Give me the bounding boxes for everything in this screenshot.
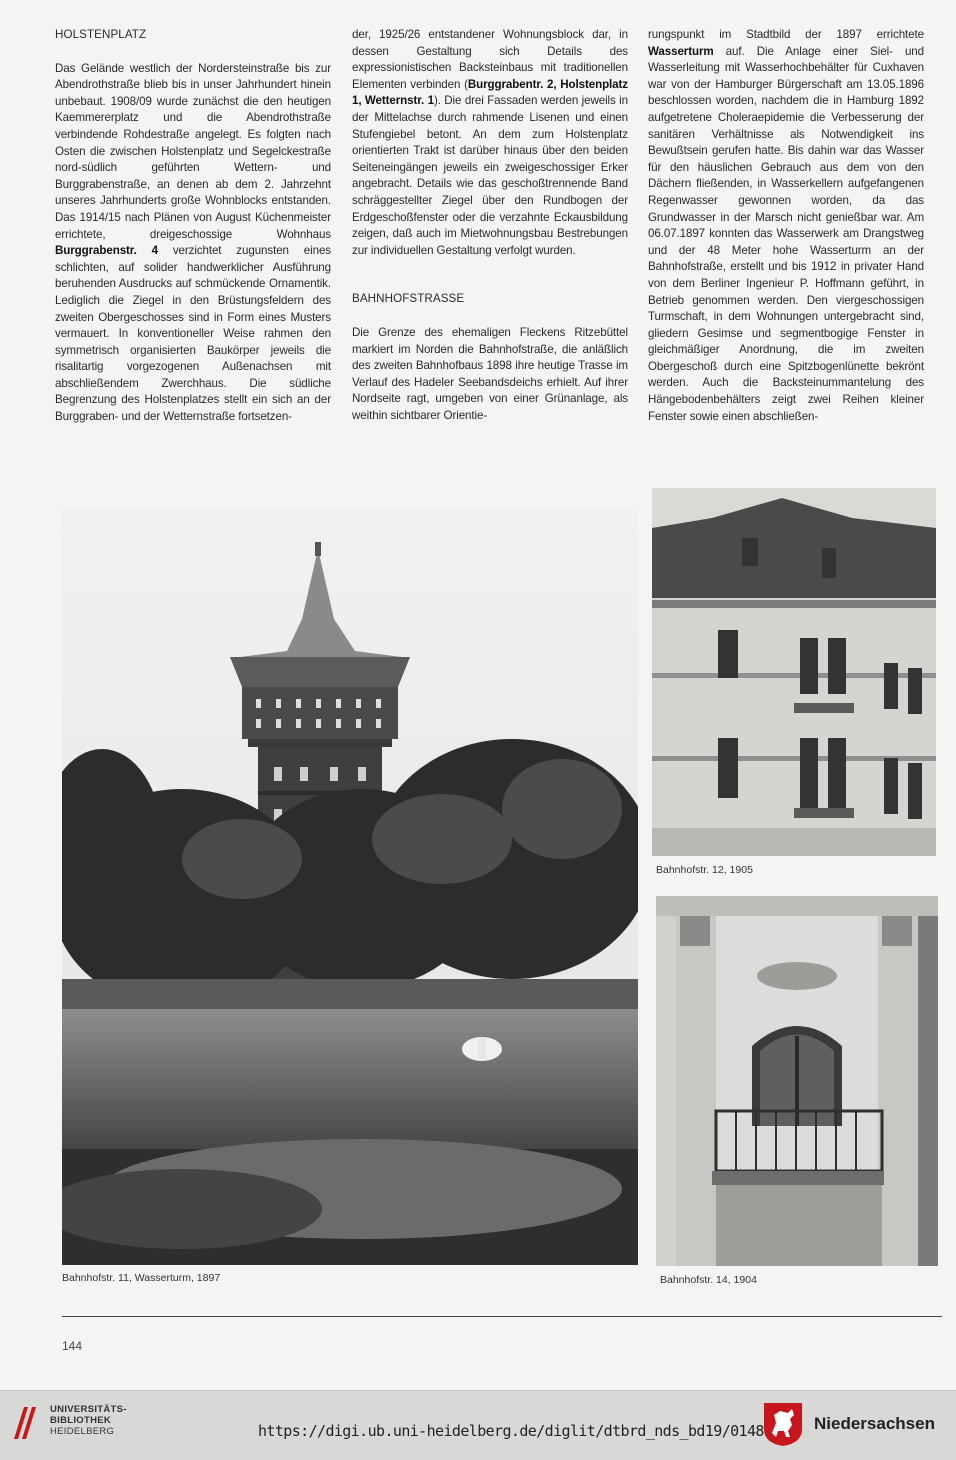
column2-paragraph-1 — [352, 27, 628, 259]
ub-heidelberg-logo-icon[interactable] — [10, 1403, 40, 1443]
text-run: Das Gelände westlich der Nordersteinstraße bis zur Abendrothstraße blieb bis in unser Jahrhundert hinein unbebaut. 1908/09 wurde zunächst die den heutigen Kaemmererplatz und die Abendrothstraße verbindende Rohdestraße angelegt. Es folgten nach Osten die zwischen Holstenplatz und Segelckestraße nord-südlich geführten Wettern- und Burggrabenstraße, an denen ab dem 2. Jahrzehnt unseres Jahrhunderts große Wohnblocks entstanden. Das 1914/15 nach Plänen von August Küchenmeister errichtete, dreigeschossige Wohnhaus — [55, 61, 331, 241]
section-heading-holstenplatz: HOLSTENPLATZ — [55, 28, 147, 41]
library-line-3: HEIDELBERG — [50, 1426, 115, 1437]
street-address-bold: Wasserturm — [648, 44, 714, 58]
text-column-3 — [648, 27, 924, 425]
library-line-1: UNIVERSITÄTS- — [50, 1404, 127, 1415]
column1-paragraph — [55, 61, 331, 426]
caption-house-12: Bahnhofstr. 12, 1905 — [656, 864, 753, 876]
ub-heidelberg-name — [50, 1404, 127, 1437]
column3-paragraph — [648, 27, 924, 425]
street-address-bold: Burggrabentr. 2, Holstenplatz 1, Wetternstr. 1 — [352, 77, 628, 108]
text-column-2 — [352, 27, 628, 424]
street-address-bold: Burggrabenstr. 4 — [55, 244, 158, 258]
niedersachsen-horse-icon[interactable] — [762, 1401, 804, 1447]
house-12-photo — [652, 488, 936, 856]
text-run: verzichtet zugunsten eines schlichten, auf solider handwerklicher Ausführung beruhenden Ausdrucks auf schmückende Ornamentik. Lediglich die Ziegel in den Brüstungsfeldern des zweiten Obergeschosses sind in Form eines Musters vermauert. In konventioneller Weise rahmen den symmetrisch organisierten Baukörper jeweils die risalitartig vorgezogenen Außenachsen mit abschließendem Zwerchhaus. Die südliche Begrenzung des Holstenplatzes stellt ein sich an der Burggraben- und der Wetternstraße fortsetzen- — [55, 244, 331, 424]
caption-house-14: Bahnhofstr. 14, 1904 — [660, 1274, 757, 1286]
text-column-1 — [55, 27, 331, 426]
caption-water-tower: Bahnhofstr. 11, Wasserturm, 1897 — [62, 1272, 221, 1284]
library-line-2: BIBLIOTHEK — [50, 1415, 112, 1426]
water-tower-photo — [62, 509, 638, 1265]
page-number: 144 — [62, 1339, 83, 1353]
niedersachsen-label: Niedersachsen — [814, 1414, 935, 1433]
viewer-footer — [0, 1390, 956, 1460]
section-heading-bahnhofstrasse: BAHNHOFSTRASSE — [352, 292, 465, 306]
text-run: der, 1925/26 entstandener Wohnungsblock dar, in dessen Gestaltung sich Details des expressionistischen Backsteinbaus mit traditionellen Elementen verbinden ( — [352, 28, 628, 91]
house-14-photo — [656, 896, 938, 1266]
text-run: auf. Die Anlage einer Siel- und Wasserleitung mit Wasserhochbehälter für Cuxhaven war von der Hamburger Bürgerschaft am 13.05.1896 beschlossen worden, nachdem die in Hamburg 1892 aufgetretene Choleraepidemie die Verbesserung der sanitären Verhältnisse als Notwendigkeit ins Bewußtsein gerufen hatte. Bis dahin war das Wasser für den häuslichen Gebrauch aus dem von den Dächern fließenden, in Wasserkellern aufgefangenen Regenwasser gewonnen worden, da das Grundwasser in der Marsch nicht genießbar war. Am 06.07.1897 konnten das Wasserwerk am Drangstweg und der 48 Meter hohe Wasserturm an der Bahnhofstraße, erstellt und bis 1912 in privater Hand von dem Berliner Ingenieur P. Hoffmann geführt, in Betrieb genommen werden. Den viergeschossigen Turmschaft, in dem Wohnungen untergebracht sind, gliedern Gesimse und segmentbogige Fenster in gleichmäßiger Anordnung, die im zweiten Obergeschoß durch eine Spitzbogenlünette bekrönt werden. Auch die Backsteinummantelung des Hängebodenbehälters zeigt zwei Reihen kleiner Fenster sowie einen abschließen- — [648, 44, 924, 423]
text-run: rungspunkt im Stadtbild der 1897 errichtete — [648, 28, 924, 41]
column2-paragraph-2 — [352, 325, 628, 425]
text-run: Die Grenze des ehemaligen Fleckens Ritzebüttel markiert im Norden die Bahnhofstraße, die anläßlich des zweiten Bahnhofbaus 1898 ihre heutige Trasse im Verlauf des Hadeler Seebandsdeichs erhielt. Auf ihrer Nordseite ragt, umgeben von einer Grünanlage, als weithin sichtbarer Orientie- — [352, 325, 628, 422]
text-run: ). Die drei Fassaden werden jeweils in der Mittelachse durch rahmende Lisenen und einen Stufengiebel betont. An dem zum Holstenplatz orientierten Trakt ist darüber hinaus über den beiden Seiteneingängen jeweils ein zweigeschossiger Erker angebracht. Details wie das geschoßtrennende Band schräggestellter Ziegel über den Rundbogen der Erdgeschoßfenster oder die verzahnte Eckausbildung zeigen, daß auch im Mietwohnungsbau Bestrebungen zur individuellen Gestaltung verfolgt wurden. — [352, 94, 628, 257]
document-url-link[interactable]: https://digi.ub.uni-heidelberg.de/diglit/dtbrd_nds_bd19/0148 — [258, 1422, 764, 1440]
bottom-rule — [62, 1316, 942, 1317]
